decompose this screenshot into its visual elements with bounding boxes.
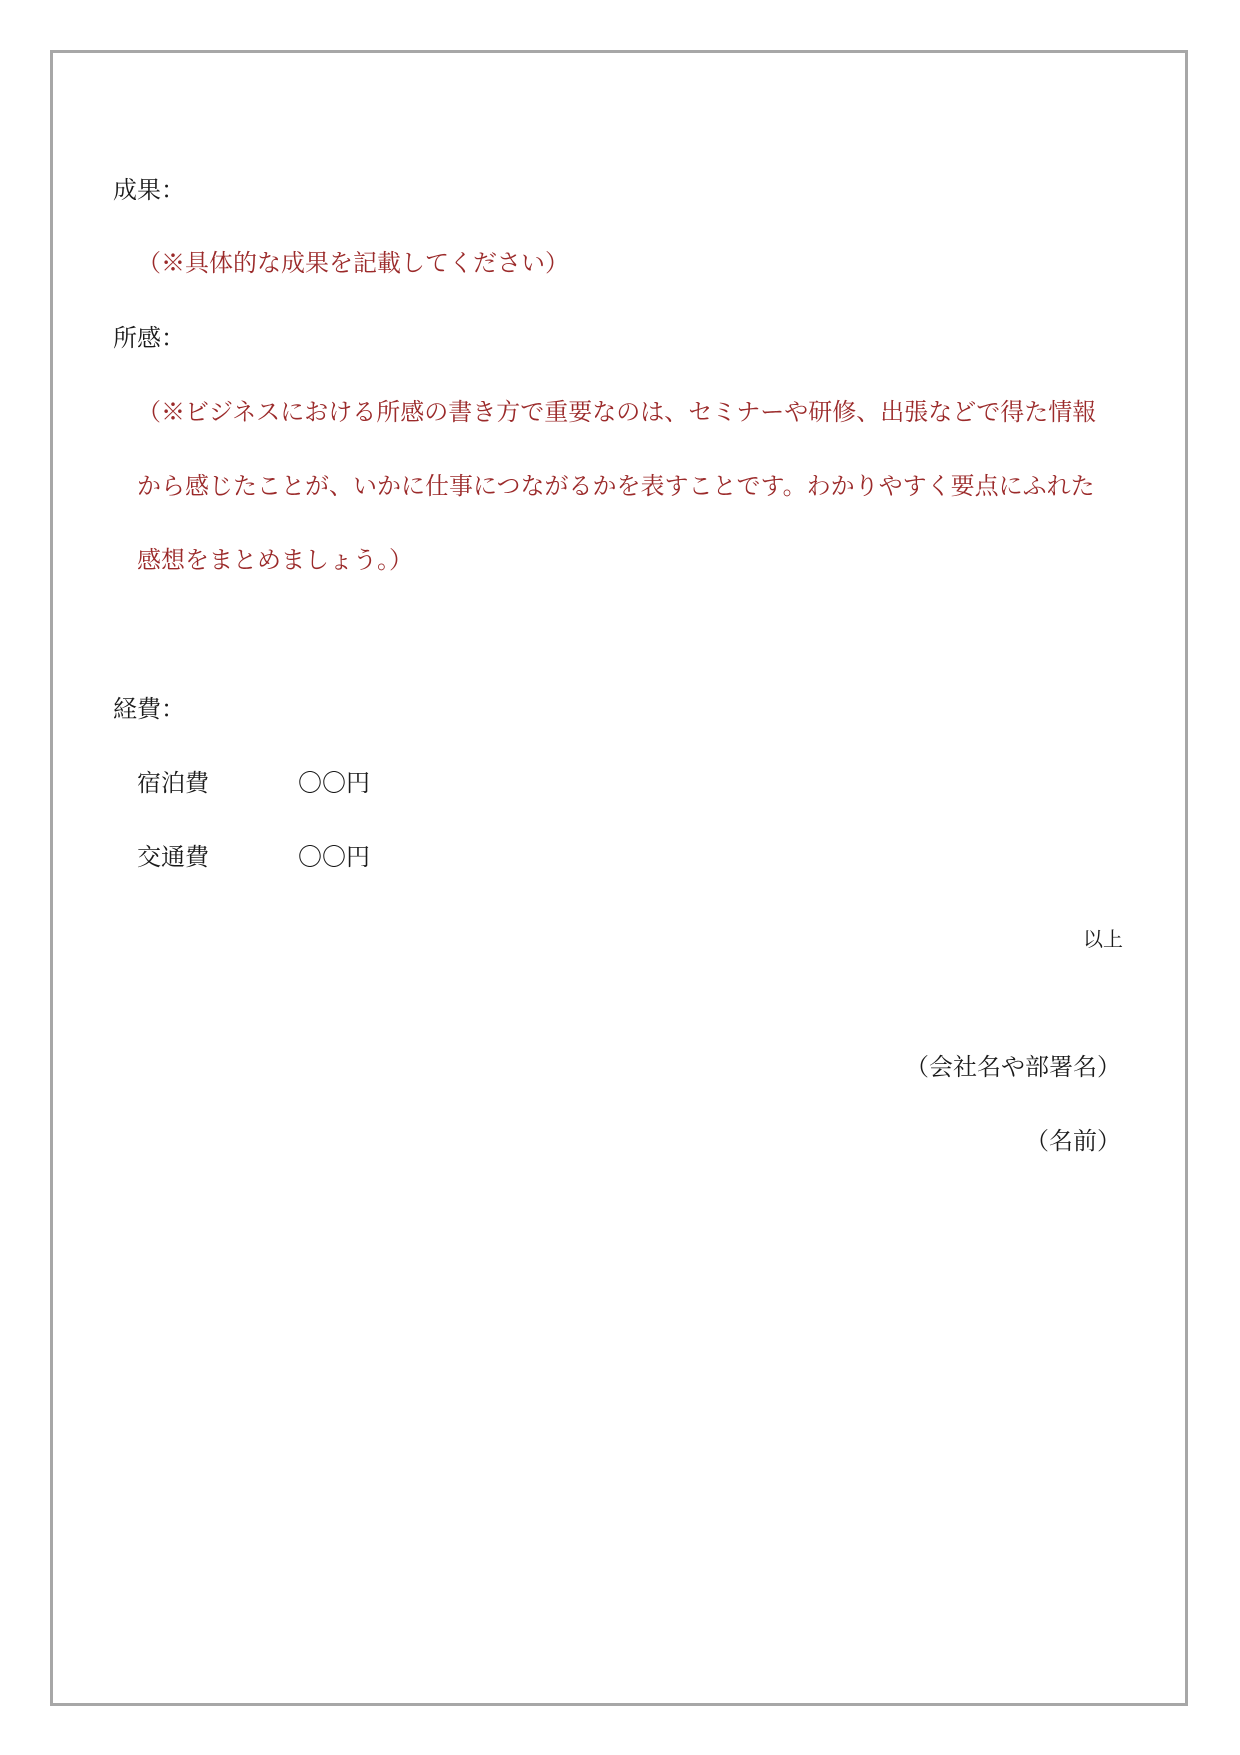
document-page-frame [50,50,1188,1706]
author-name: （名前） [1025,1127,1121,1155]
impressions-note-line-2: から感じたことが、いかに仕事につながるかを表すことです。わかりやすく要点にふれた [137,472,1095,500]
end-mark: 以上 [1083,927,1123,951]
expense-item-amount: 〇〇円 [298,769,370,797]
results-label: 成果： [113,176,185,204]
expenses-label: 経費： [113,695,185,723]
impressions-note-line-1: （※ビジネスにおける所感の書き方で重要なのは、セミナーや研修、出張などで得た情報 [137,398,1097,426]
impressions-note-line-3: 感想をまとめましょう。） [137,546,413,574]
expense-item-name: 宿泊費 [137,769,209,797]
expense-item-amount: 〇〇円 [298,843,370,871]
results-note: （※具体的な成果を記載してください） [137,249,569,277]
impressions-label: 所感： [113,324,185,352]
company-name: （会社名や部署名） [905,1053,1121,1081]
expense-item-name: 交通費 [137,843,209,871]
